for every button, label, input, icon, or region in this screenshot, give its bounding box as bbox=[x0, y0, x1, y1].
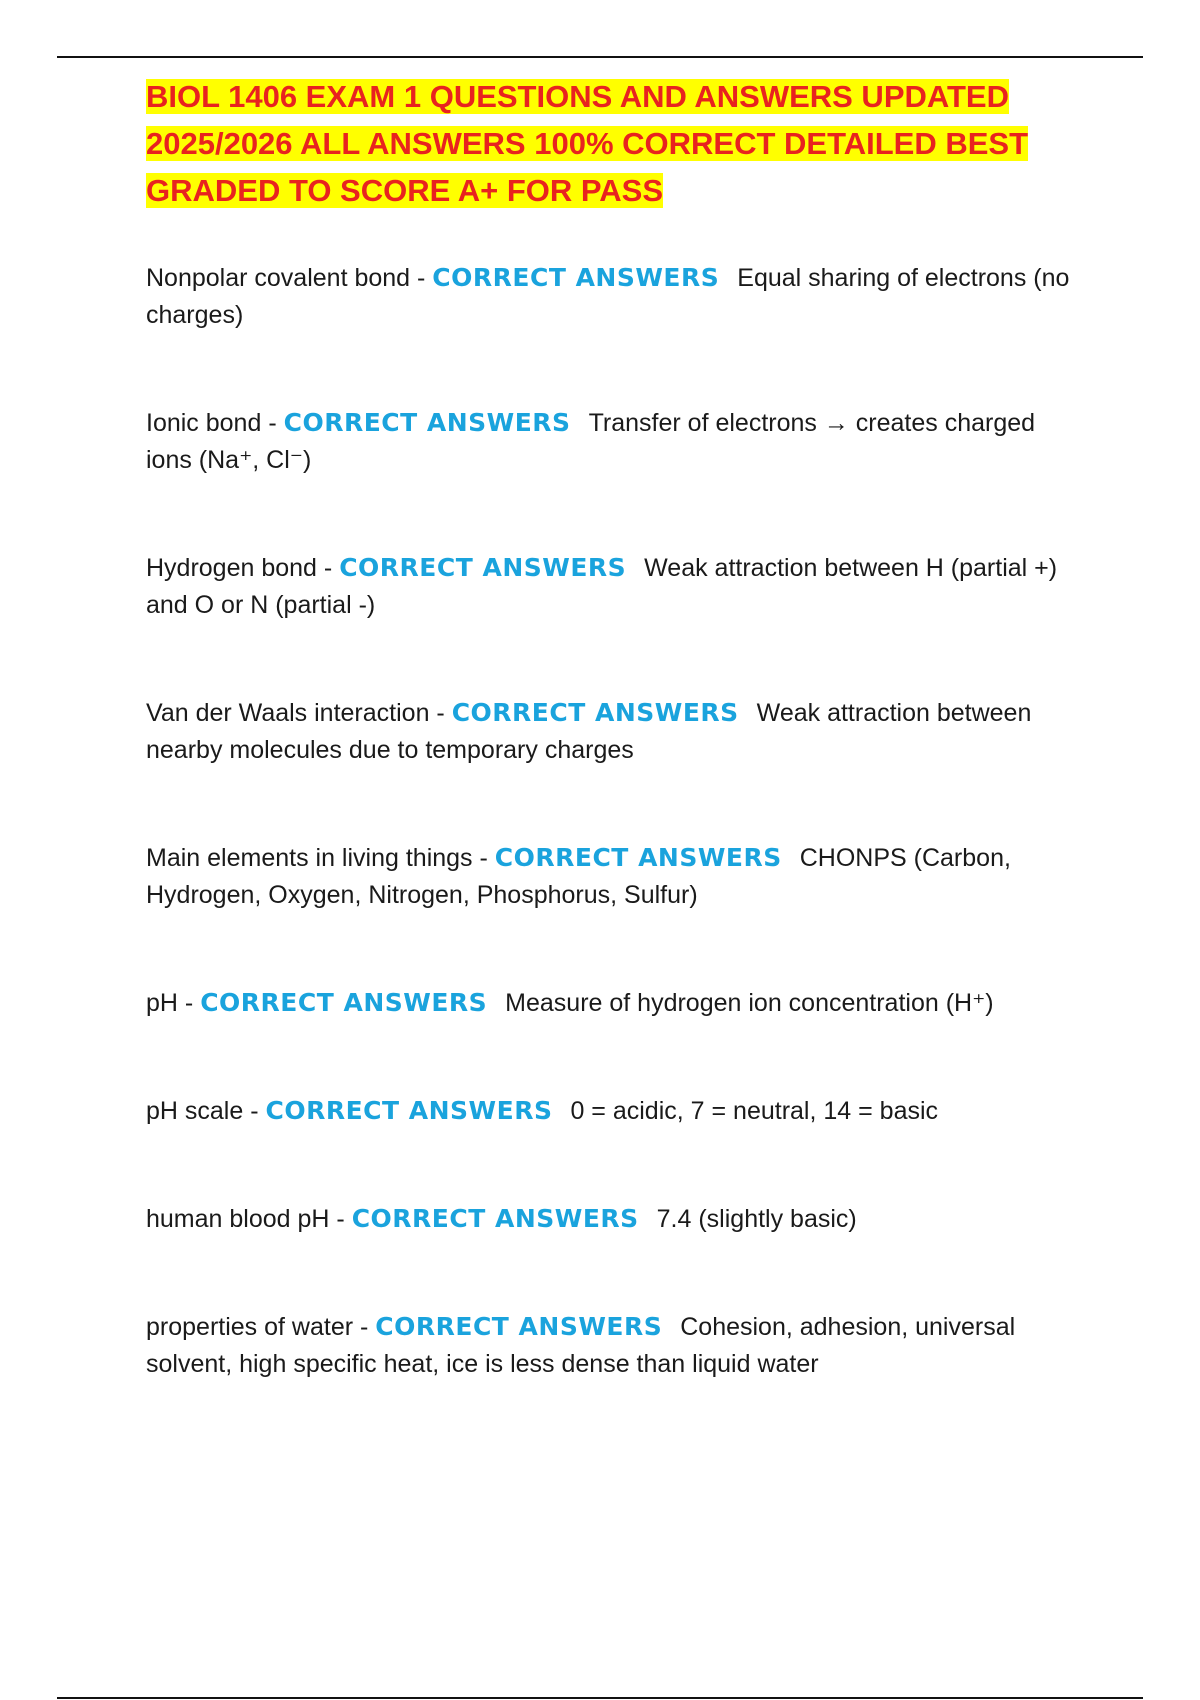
qa-separator: - bbox=[243, 1097, 266, 1125]
qa-answer: Transfer of electrons → creates charged ions (Na⁺, Cl⁻) bbox=[146, 409, 1036, 474]
qa-separator: - bbox=[261, 409, 284, 437]
qa-item bbox=[146, 1092, 1086, 1130]
qa-separator: - bbox=[410, 264, 433, 292]
qa-item bbox=[146, 984, 1086, 1022]
correct-answers-label: CORRECT ANSWERS bbox=[375, 1312, 663, 1341]
correct-answers-label: CORRECT ANSWERS bbox=[265, 1096, 553, 1125]
qa-separator: - bbox=[429, 699, 452, 727]
qa-answer: Weak attraction between H (partial +) and O or N (partial -) bbox=[146, 554, 1058, 619]
qa-item bbox=[146, 1308, 1086, 1383]
bottom-rule bbox=[57, 1697, 1143, 1699]
document-title bbox=[146, 73, 1086, 214]
qa-term: pH bbox=[146, 989, 178, 1017]
qa-item bbox=[146, 839, 1086, 914]
qa-separator: - bbox=[316, 554, 340, 582]
qa-list bbox=[146, 259, 1086, 1383]
qa-separator: - bbox=[472, 844, 495, 872]
correct-answers-label: CORRECT ANSWERS bbox=[432, 263, 720, 292]
document-title-text: BIOL 1406 EXAM 1 QUESTIONS AND ANSWERS UPDATED 2025/2026 ALL ANSWERS 100% CORRECT DETAILED BEST GRADED TO SCORE A+ FOR PASS bbox=[146, 79, 1029, 208]
qa-item bbox=[146, 694, 1086, 769]
qa-answer: Cohesion, adhesion, universal solvent, high specific heat, ice is less dense than liquid water bbox=[146, 1313, 1016, 1378]
qa-term: pH scale bbox=[146, 1097, 244, 1125]
qa-item bbox=[146, 549, 1086, 624]
qa-item bbox=[146, 404, 1086, 479]
qa-answer: Measure of hydrogen ion concentration (H⁺) bbox=[505, 989, 994, 1017]
qa-term: properties of water bbox=[146, 1313, 354, 1341]
qa-term: human blood pH bbox=[146, 1205, 330, 1233]
correct-answers-label: CORRECT ANSWERS bbox=[339, 553, 627, 582]
correct-answers-label: CORRECT ANSWERS bbox=[200, 988, 488, 1017]
top-rule bbox=[57, 56, 1143, 58]
qa-term: Nonpolar covalent bond bbox=[146, 264, 411, 292]
document-body bbox=[146, 73, 1086, 1383]
correct-answers-label: CORRECT ANSWERS bbox=[351, 1204, 639, 1233]
qa-item bbox=[146, 1200, 1086, 1238]
qa-term: Hydrogen bond bbox=[146, 554, 317, 582]
qa-answer: 0 = acidic, 7 = neutral, 14 = basic bbox=[570, 1097, 939, 1125]
qa-term: Van der Waals interaction bbox=[146, 699, 430, 727]
qa-item bbox=[146, 259, 1086, 334]
qa-answer: 7.4 (slightly basic) bbox=[656, 1205, 857, 1233]
qa-answer: Equal sharing of electrons (no charges) bbox=[146, 264, 1070, 329]
qa-separator: - bbox=[177, 989, 201, 1017]
correct-answers-label: CORRECT ANSWERS bbox=[283, 408, 571, 437]
correct-answers-label: CORRECT ANSWERS bbox=[451, 698, 739, 727]
qa-term: Ionic bond bbox=[146, 409, 262, 437]
correct-answers-label: CORRECT ANSWERS bbox=[494, 843, 782, 872]
qa-separator: - bbox=[353, 1313, 376, 1341]
qa-answer: CHONPS (Carbon, Hydrogen, Oxygen, Nitrogen, Phosphorus, Sulfur) bbox=[146, 844, 1011, 909]
qa-separator: - bbox=[329, 1205, 352, 1233]
qa-term: Main elements in living things bbox=[146, 844, 473, 872]
qa-answer: Weak attraction between nearby molecules due to temporary charges bbox=[146, 699, 1032, 764]
